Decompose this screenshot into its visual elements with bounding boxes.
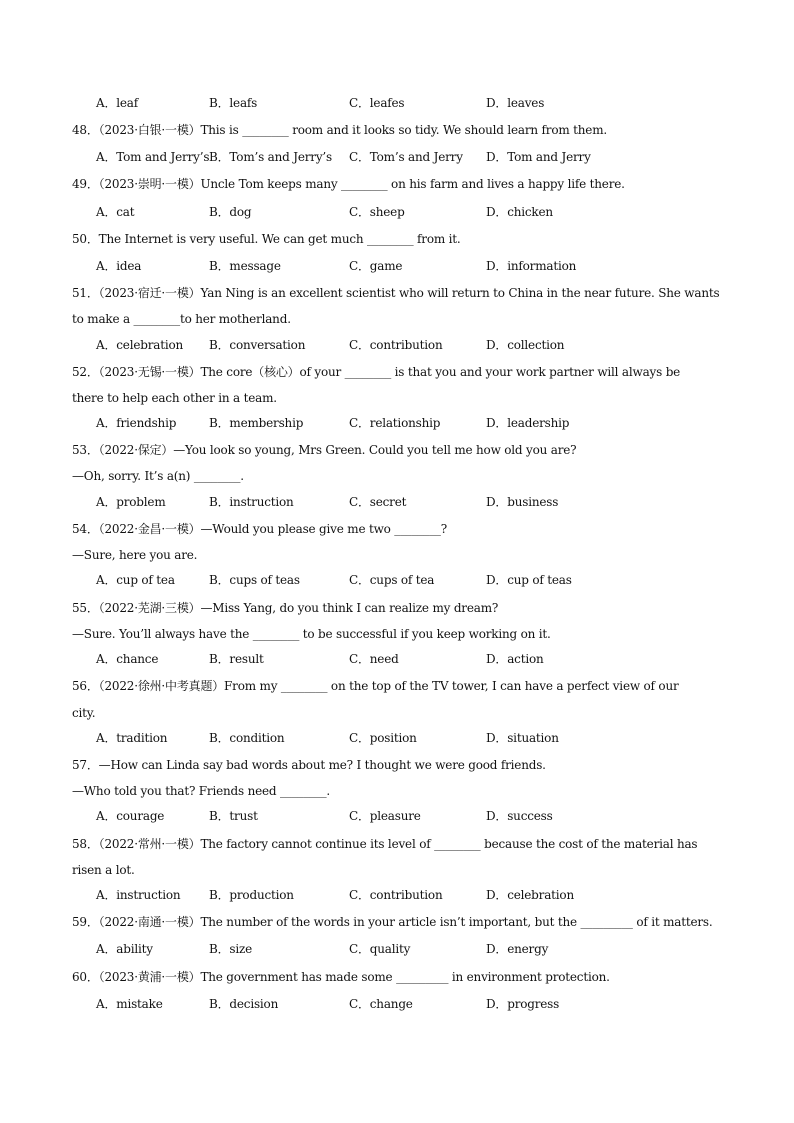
option-c: C．sheep xyxy=(349,205,405,219)
option-d: D．leadership xyxy=(486,416,570,430)
option-d: D．leaves xyxy=(486,96,545,110)
question-58-options xyxy=(96,888,736,903)
question-58 xyxy=(72,837,732,852)
option-a: A．mistake xyxy=(96,997,163,1011)
option-b: B．cups of teas xyxy=(209,573,300,587)
question-stem: —How can Linda say bad words about me? I thought we were good friends. xyxy=(98,758,546,772)
question-stem: —Would you please give me two ________? xyxy=(200,522,447,536)
question-source: （2022·常州·一模） xyxy=(98,837,201,851)
option-b: B．production xyxy=(209,888,294,902)
question-stem: From my ________ on the top of the TV tower, I can have a perfect view of our xyxy=(224,679,679,693)
option-b: B．instruction xyxy=(209,495,294,509)
option-b: B．result xyxy=(209,652,264,666)
option-b: B．dog xyxy=(209,205,252,219)
option-b: B．membership xyxy=(209,416,304,430)
question-stem: The government has made some _________ in environment protection. xyxy=(200,970,610,984)
option-d: D．Tom and Jerry xyxy=(486,150,591,164)
question-56 xyxy=(72,679,732,694)
option-d: D．situation xyxy=(486,731,559,745)
question-number: 54． xyxy=(72,522,99,536)
option-b: B．size xyxy=(209,942,253,956)
question-stem: —Miss Yang, do you think I can realize my dream? xyxy=(200,601,499,615)
option-b: B．leafs xyxy=(209,96,258,110)
question-60-options xyxy=(96,997,736,1012)
option-c: C．pleasure xyxy=(349,809,421,823)
option-a: A．ability xyxy=(96,942,153,956)
option-c: C．relationship xyxy=(349,416,441,430)
option-b: B．decision xyxy=(209,997,279,1011)
question-number: 49． xyxy=(72,177,99,191)
option-c: C．change xyxy=(349,997,413,1011)
question-stem: The core（核心）of your ________ is that you and your work partner will always be xyxy=(200,365,681,379)
question-52-options xyxy=(96,416,736,431)
question-60 xyxy=(72,970,732,985)
question-stem-continued: to make a ________to her motherland. xyxy=(72,312,291,326)
question-55-options xyxy=(96,652,736,667)
option-d: D．chicken xyxy=(486,205,553,219)
question-48-options xyxy=(96,150,736,165)
question-54 xyxy=(72,522,732,537)
question-number: 59． xyxy=(72,915,99,929)
question-number: 48． xyxy=(72,123,99,137)
option-d: D．energy xyxy=(486,942,549,956)
option-d: D．cup of teas xyxy=(486,573,572,587)
question-source: （2022·徐州·中考真题） xyxy=(98,679,225,693)
option-a: A．cup of tea xyxy=(96,573,175,587)
question-number: 57． xyxy=(72,758,99,772)
question-56-options xyxy=(96,731,736,746)
dialogue-reply: —Oh, sorry. It’s a(n) ________. xyxy=(72,469,244,483)
option-a: A．tradition xyxy=(96,731,168,745)
question-source: （2023·无锡·一模） xyxy=(98,365,201,379)
option-d: D．action xyxy=(486,652,544,666)
question-number: 58． xyxy=(72,837,99,851)
option-a: A．celebration xyxy=(96,338,184,352)
option-c: C．need xyxy=(349,652,399,666)
option-d: D．business xyxy=(486,495,559,509)
question-source: （2022·保定） xyxy=(98,443,174,457)
question-59 xyxy=(72,915,732,930)
question-source: （2023·黄浦·一模） xyxy=(98,970,201,984)
dialogue-reply: —Who told you that? Friends need ________. xyxy=(72,784,331,798)
option-a: A．friendship xyxy=(96,416,177,430)
question-number: 50． xyxy=(72,232,99,246)
option-a: A．problem xyxy=(96,495,166,509)
question-54-options xyxy=(96,573,736,588)
question-stem: Yan Ning is an excellent scientist who will return to China in the near future. She wants xyxy=(200,286,720,300)
question-number: 55． xyxy=(72,601,99,615)
question-55 xyxy=(72,601,732,616)
option-a: A．leaf xyxy=(96,96,139,110)
option-c: C．cups of tea xyxy=(349,573,435,587)
question-stem: This is ________ room and it looks so tidy. We should learn from them. xyxy=(200,123,607,137)
question-stem: The Internet is very useful. We can get much ________ from it. xyxy=(98,232,461,246)
question-stem: The factory cannot continue its level of ________ because the cost of the material has xyxy=(200,837,698,851)
option-c: C．contribution xyxy=(349,338,443,352)
prev-question-options xyxy=(96,96,736,111)
option-b: B．Tom’s and Jerry’s xyxy=(209,150,332,164)
dialogue-reply: —Sure, here you are. xyxy=(72,548,198,562)
question-59-options xyxy=(96,942,736,957)
option-a: A．Tom and Jerry’s xyxy=(96,150,210,164)
option-b: B．condition xyxy=(209,731,285,745)
question-52 xyxy=(72,365,732,380)
option-d: D．collection xyxy=(486,338,565,352)
question-stem-continued: city. xyxy=(72,706,96,720)
question-49 xyxy=(72,177,732,192)
question-source: （2022·芜湖·三模） xyxy=(98,601,201,615)
question-57 xyxy=(72,758,732,773)
option-a: A．idea xyxy=(96,259,142,273)
option-d: D．success xyxy=(486,809,553,823)
question-50-options xyxy=(96,259,736,274)
option-c: C．leafes xyxy=(349,96,405,110)
question-50 xyxy=(72,232,732,247)
option-b: B．message xyxy=(209,259,281,273)
question-source: （2023·白银·一模） xyxy=(98,123,201,137)
question-source: （2022·南通·一模） xyxy=(98,915,201,929)
option-c: C．secret xyxy=(349,495,407,509)
question-source: （2023·宿迁·一模） xyxy=(98,286,201,300)
option-b: B．trust xyxy=(209,809,258,823)
question-number: 51． xyxy=(72,286,99,300)
question-number: 53． xyxy=(72,443,99,457)
question-49-options xyxy=(96,205,736,220)
option-a: A．instruction xyxy=(96,888,181,902)
question-number: 56． xyxy=(72,679,99,693)
question-source: （2022·金昌·一模） xyxy=(98,522,201,536)
question-stem-continued: there to help each other in a team. xyxy=(72,391,277,405)
question-stem: The number of the words in your article isn’t important, but the _________ of it matters. xyxy=(200,915,713,929)
question-53-options xyxy=(96,495,736,510)
option-b: B．conversation xyxy=(209,338,306,352)
option-c: C．Tom’s and Jerry xyxy=(349,150,463,164)
question-stem: —You look so young, Mrs Green. Could you tell me how old you are? xyxy=(173,443,577,457)
question-51 xyxy=(72,286,732,301)
question-source: （2023·崇明·一模） xyxy=(98,177,201,191)
option-c: C．game xyxy=(349,259,403,273)
question-57-options xyxy=(96,809,736,824)
option-d: D．celebration xyxy=(486,888,574,902)
option-d: D．progress xyxy=(486,997,560,1011)
question-number: 60． xyxy=(72,970,99,984)
option-c: C．position xyxy=(349,731,417,745)
option-a: A．cat xyxy=(96,205,135,219)
question-stem: Uncle Tom keeps many ________ on his farm and lives a happy life there. xyxy=(200,177,625,191)
option-c: C．quality xyxy=(349,942,411,956)
question-48 xyxy=(72,123,732,138)
option-d: D．information xyxy=(486,259,577,273)
question-stem-continued: risen a lot. xyxy=(72,863,135,877)
option-c: C．contribution xyxy=(349,888,443,902)
question-number: 52． xyxy=(72,365,99,379)
question-53 xyxy=(72,443,732,458)
option-a: A．courage xyxy=(96,809,165,823)
option-a: A．chance xyxy=(96,652,159,666)
dialogue-reply: —Sure. You’ll always have the ________ to be successful if you keep working on it. xyxy=(72,627,551,641)
question-51-options xyxy=(96,338,736,353)
